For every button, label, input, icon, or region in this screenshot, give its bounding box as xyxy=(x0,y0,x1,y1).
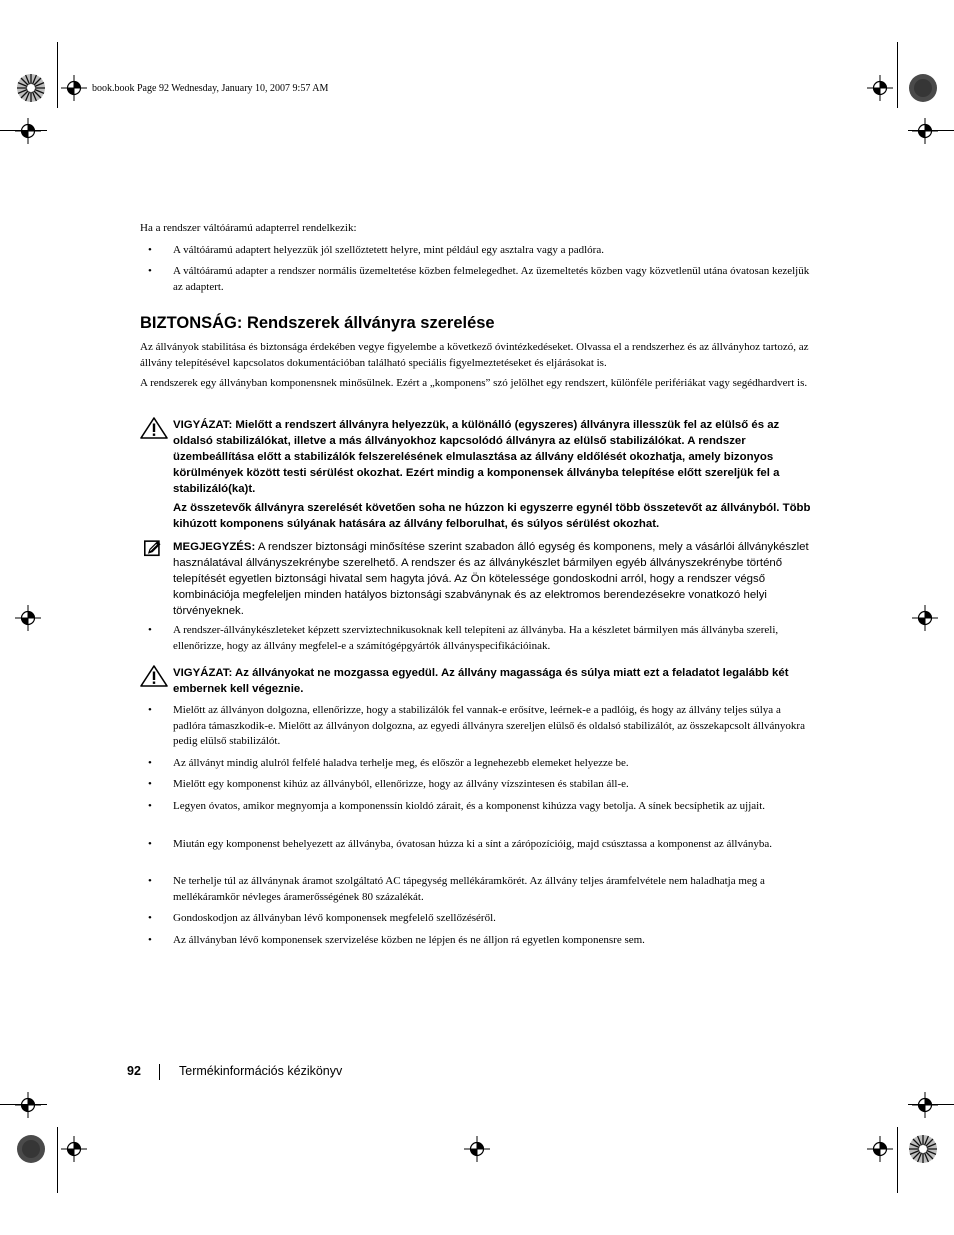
note-body: A rendszer biztonsági minősítése szerint szabadon álló egység és komponens, mely a vásárlói állványkészlet használatával állványszekrénybe szerelhető. A rendszer és az állványkészlet bármilyen egyéb állványszekrénybe történő telepítését egyetlen biztonsági hivatal sem hagyta jóvá. Az Ön kötelessége gondoskodni arról, hogy a rendszer végső kombinációja megfeleljen minden hatályos biztonsági szabványnak és az elektromos berendezésekre vonatkozó helyi törvényeknek. xyxy=(173,541,809,617)
solid-dot-mark-icon xyxy=(16,1134,46,1164)
bullet-icon: • xyxy=(148,757,152,769)
solid-dot-mark-icon xyxy=(908,73,938,103)
starburst-mark-icon xyxy=(16,73,46,103)
list-item-text: Az állványban lévő komponensek szervizelése közben ne lépjen és ne álljon rá egyetlen komponensre sem. xyxy=(173,934,645,946)
section-paragraph: A rendszerek egy állványban komponensnek minősülnek. Ezért a „komponens” szó jelölhet egy rendszert, különféle perifériákat vagy segédhardvert is. xyxy=(140,377,808,389)
caution-text: Az összetevők állványra szerelését követően soha ne húzzon ki egyszerre egynél több összetevőt az állványból. Több kihúzott komponens súlyának hatására az állvány felborulhat, és súlyos sérülést okozhat. xyxy=(173,502,811,530)
list-item-text: Mielőtt egy komponenst kihúz az állványból, ellenőrizze, hogy az állvány vízszintesen és stabilan áll-e. xyxy=(173,778,629,790)
bullet-icon: • xyxy=(148,265,152,277)
registration-mark-icon xyxy=(912,118,938,144)
list-item-text: Ne terhelje túl az állványnak áramot szolgáltató AC tápegység mellékáramkörét. Az állvány teljes áramfelvétele nem haladhatja meg a mellékáramkör névleges áramerősségének 80 százalékát. xyxy=(173,875,765,903)
note-text xyxy=(173,539,815,619)
bullet-icon: • xyxy=(148,838,152,850)
caution-text: VIGYÁZAT: Mielőtt a rendszert állványra helyezzük, a különálló (egyszeres) állványra illesszük fel az elülső és az oldalsó stabilizálókat, illetve a más állványokhoz kapcsolódó állványra az elülső stabilizálókat. A rendszer üzembeállítása előtt a stabilizálók felszerelésének elmulasztása az állvány eldőlését okozhatja, amely bizonyos körülmények között testi sérülést okozhat. Ezért mindig a komponensek állványba telepítése előtt szereljük fel a stabilizáló(ka)t. xyxy=(173,419,780,495)
bullet-icon: • xyxy=(148,934,152,946)
registration-mark-icon xyxy=(15,118,41,144)
bullet-icon: • xyxy=(148,875,152,887)
registration-mark-icon xyxy=(867,75,893,101)
registration-mark-icon xyxy=(61,1136,87,1162)
bullet-icon: • xyxy=(148,704,152,716)
list-item-text: A váltóáramú adaptert helyezzük jól szellőztetett helyre, mint például egy asztalra vagy a padlóra. xyxy=(173,244,604,256)
bullet-icon: • xyxy=(148,778,152,790)
list-item-text: A váltóáramú adapter a rendszer normális üzemeltetése közben felmelegedhet. Az üzemeltetés közben vagy közvetlenül utána óvatosan kezeljük az adaptert. xyxy=(173,265,810,293)
caution-text: VIGYÁZAT: Az állványokat ne mozgassa egyedül. Az állvány magassága és súlya miatt ezt a feladatot legalább két embernek kell végeznie. xyxy=(173,667,789,695)
registration-mark-icon xyxy=(15,605,41,631)
registration-mark-icon xyxy=(912,1092,938,1118)
registration-mark-icon xyxy=(61,75,87,101)
list-item-text: Mielőtt az állványon dolgozna, ellenőrizze, hogy a stabilizálók fel vannak-e erősítve, leérnek-e a padlóig, és hogy az állvány teljes súlya a padlóra támaszkodik-e. Mielőtt az állványon dolgozna, az egyedi állványra szereljen elülső és oldalsó stabilizálót, az összekapcsolt állványokra pedig elülső stabilizálót. xyxy=(173,704,805,747)
note-pencil-icon xyxy=(144,539,166,559)
list-item-text: Miután egy komponenst behelyezett az állványba, óvatosan húzza ki a sínt a zárópozícióig, majd csúsztassa a komponenst az állványba. xyxy=(173,838,772,850)
registration-mark-icon xyxy=(464,1136,490,1162)
list-item-text: Legyen óvatos, amikor megnyomja a komponenssín kioldó zárait, és a komponenst kihúzza vagy betolja. A sínek becsíphetik az ujjait. xyxy=(173,800,766,812)
footer-title: Termékinformációs kézikönyv xyxy=(179,1064,343,1078)
list-item-text: A rendszer-állványkészleteket képzett szerviztechnikusoknak kell telepíteni az állványba. Ha a készletet bármilyen más állványba szereli, ellenőrizze, hogy az állvány megfelel-e a számítógépgyártók állványspecifikációinak. xyxy=(173,624,779,652)
registration-mark-icon xyxy=(15,1092,41,1118)
note-label: MEGJEGYZÉS: xyxy=(173,541,256,553)
crop-line xyxy=(897,1127,898,1193)
bullet-icon: • xyxy=(148,912,152,924)
registration-mark-icon xyxy=(867,1136,893,1162)
list-item-text: Az állványt mindig alulról felfelé haladva terhelje meg, és először a legnehezebb elemeket helyezze be. xyxy=(173,757,629,769)
section-heading: BIZTONSÁG: Rendszerek állványra szerelése xyxy=(140,314,495,332)
crop-line xyxy=(57,42,58,108)
starburst-mark-icon xyxy=(908,1134,938,1164)
page-number: 92 xyxy=(127,1064,141,1078)
intro-line: Ha a rendszer váltóáramú adapterrel rendelkezik: xyxy=(140,222,357,234)
print-slug: book.book Page 92 Wednesday, January 10, 2007 9:57 AM xyxy=(92,83,329,94)
registration-mark-icon xyxy=(912,605,938,631)
crop-line xyxy=(897,42,898,108)
warning-triangle-icon xyxy=(140,417,168,439)
list-item-text: Gondoskodjon az állványban lévő komponensek megfelelő szellőzéséről. xyxy=(173,912,496,924)
bullet-icon: • xyxy=(148,800,152,812)
crop-line xyxy=(57,1127,58,1193)
bullet-icon: • xyxy=(148,624,152,636)
warning-triangle-icon xyxy=(140,665,168,687)
section-paragraph: Az állványok stabilitása és biztonsága érdekében vegye figyelembe a következő óvintézkedéseket. Olvassa el a rendszerhez és az állványhoz tartozó, az állvány telepítésével kapcsolatos dokumentációban található speciális figyelmeztetéseket és eljárásokat is. xyxy=(140,341,809,369)
footer-divider xyxy=(159,1064,160,1080)
bullet-icon: • xyxy=(148,244,152,256)
